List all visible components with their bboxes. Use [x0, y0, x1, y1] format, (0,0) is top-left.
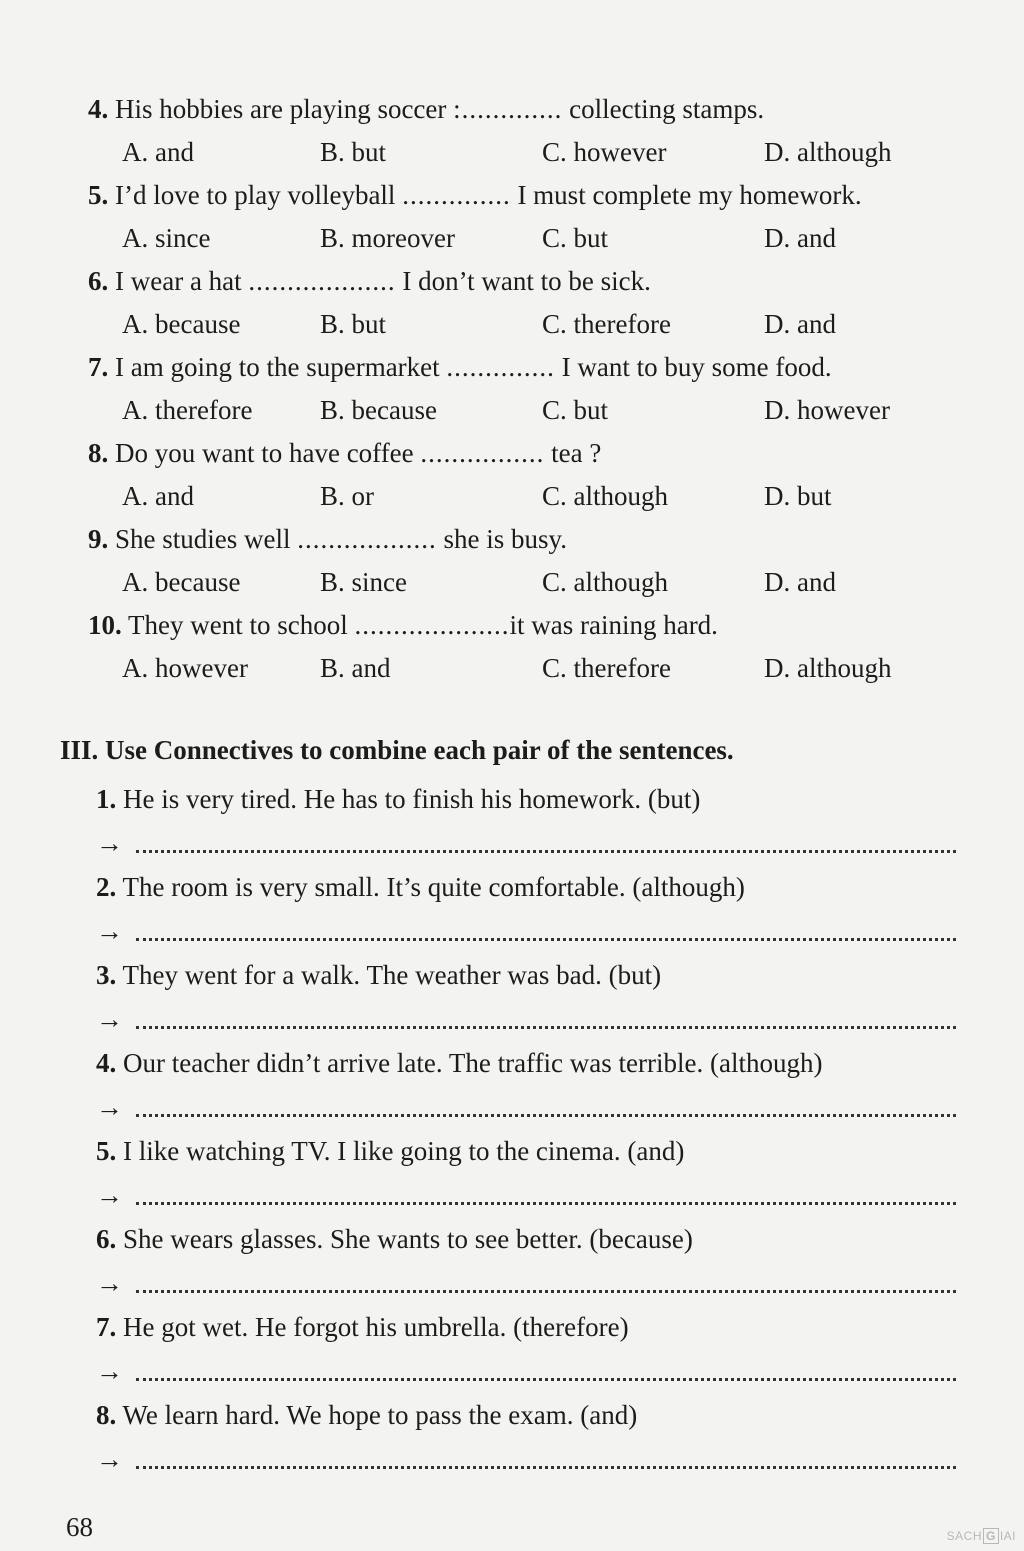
- option-d: D. and: [764, 567, 836, 597]
- question-number: 7.: [88, 352, 109, 382]
- item-number: 8.: [96, 1400, 117, 1430]
- combine-sentence: [96, 954, 966, 996]
- multiple-choice-section: [88, 88, 988, 690]
- question-before: I’d love to play volleyball: [115, 180, 403, 210]
- item-number: 6.: [96, 1224, 117, 1254]
- answer-line[interactable]: [96, 820, 966, 866]
- question-before: His hobbies are playing soccer: [115, 94, 454, 124]
- options-row: [88, 474, 988, 518]
- arrow-icon: →: [96, 1180, 123, 1210]
- answer-line[interactable]: [96, 908, 966, 954]
- options-row: [88, 216, 988, 260]
- question-before: She studies well: [115, 524, 298, 554]
- combine-item-3: [96, 954, 966, 1042]
- watermark-left: SACH: [946, 1529, 982, 1543]
- watermark-mid: G: [983, 1528, 999, 1544]
- option-b: B. or: [320, 481, 374, 511]
- question-text: [88, 346, 988, 388]
- option-d: D. however: [764, 395, 890, 425]
- arrow-icon: →: [96, 1356, 123, 1386]
- answer-blank: ..............: [446, 352, 555, 382]
- options-row: [88, 302, 988, 346]
- question-5: [88, 174, 988, 260]
- question-text: [88, 88, 988, 130]
- question-after: collecting stamps.: [562, 94, 765, 124]
- option-d: D. although: [764, 653, 892, 683]
- option-a: A. and: [122, 481, 194, 511]
- answer-line[interactable]: [96, 1172, 966, 1218]
- option-a: A. however: [122, 653, 248, 683]
- arrow-icon: →: [96, 1268, 123, 1298]
- option-a: A. because: [122, 567, 241, 597]
- combine-sentences-section: [96, 778, 966, 1482]
- question-number: 8.: [88, 438, 109, 468]
- question-before: I am going to the supermarket: [115, 352, 447, 382]
- option-c: C. therefore: [542, 309, 671, 339]
- option-b: B. because: [320, 395, 437, 425]
- item-text: I like watching TV. I like going to the cinema. (and): [123, 1136, 685, 1166]
- item-number: 7.: [96, 1312, 117, 1342]
- question-after: tea ?: [544, 438, 602, 468]
- option-b: B. since: [320, 567, 407, 597]
- item-text: Our teacher didn’t arrive late. The traffic was terrible. (although): [123, 1048, 823, 1078]
- option-c: C. but: [542, 395, 609, 425]
- item-text: The room is very small. It’s quite comfortable. (although): [122, 872, 745, 902]
- option-c: C. but: [542, 223, 609, 253]
- combine-item-7: [96, 1306, 966, 1394]
- answer-blank: ...................: [248, 266, 396, 296]
- question-10: [88, 604, 988, 690]
- answer-blank: :.............: [453, 94, 563, 124]
- item-text: We learn hard. We hope to pass the exam. (and): [122, 1400, 638, 1430]
- question-after: I want to buy some food.: [554, 352, 832, 382]
- question-text: [88, 518, 988, 560]
- option-c: C. although: [542, 567, 668, 597]
- watermark-logo: [947, 1528, 1016, 1544]
- question-number: 5.: [88, 180, 109, 210]
- question-before: They went to school: [128, 610, 355, 640]
- combine-sentence: [96, 1218, 966, 1260]
- option-a: A. because: [122, 309, 241, 339]
- item-text: He is very tired. He has to finish his homework. (but): [123, 784, 701, 814]
- answer-blank: ....................: [354, 610, 510, 640]
- option-b: B. but: [320, 309, 387, 339]
- question-number: 10.: [88, 610, 122, 640]
- item-number: 4.: [96, 1048, 117, 1078]
- options-row: [88, 560, 988, 604]
- question-6: [88, 260, 988, 346]
- question-before: Do you want to have coffee: [115, 438, 421, 468]
- option-a: A. and: [122, 137, 194, 167]
- combine-item-2: [96, 866, 966, 954]
- item-number: 3.: [96, 960, 117, 990]
- answer-blank: ..............: [402, 180, 511, 210]
- combine-sentence: [96, 1306, 966, 1348]
- question-after: I must complete my homework.: [510, 180, 862, 210]
- option-d: D. but: [764, 481, 832, 511]
- item-text: She wears glasses. She wants to see better. (because): [123, 1224, 693, 1254]
- question-text: [88, 174, 988, 216]
- answer-line[interactable]: [96, 1260, 966, 1306]
- dotted-line: [136, 1466, 956, 1469]
- question-after: I don’t want to be sick.: [395, 266, 651, 296]
- dotted-line: [136, 938, 956, 941]
- dotted-line: [136, 1378, 956, 1381]
- question-number: 9.: [88, 524, 109, 554]
- combine-item-1: [96, 778, 966, 866]
- item-text: He got wet. He forgot his umbrella. (therefore): [123, 1312, 629, 1342]
- option-d: D. and: [764, 223, 836, 253]
- item-text: They went for a walk. The weather was bad. (but): [122, 960, 662, 990]
- option-b: B. moreover: [320, 223, 455, 253]
- combine-item-8: [96, 1394, 966, 1482]
- dotted-line: [136, 1202, 956, 1205]
- question-number: 4.: [88, 94, 109, 124]
- question-4: [88, 88, 988, 174]
- answer-line[interactable]: [96, 1348, 966, 1394]
- item-number: 5.: [96, 1136, 117, 1166]
- item-number: 2.: [96, 872, 117, 902]
- arrow-icon: →: [96, 916, 123, 946]
- arrow-icon: →: [96, 1092, 123, 1122]
- combine-sentence: [96, 1130, 966, 1172]
- answer-line[interactable]: [96, 1084, 966, 1130]
- item-number: 1.: [96, 784, 117, 814]
- question-text: [88, 432, 988, 474]
- options-row: [88, 646, 988, 690]
- page-number: 68: [66, 1512, 93, 1542]
- option-a: A. since: [122, 223, 211, 253]
- option-d: D. although: [764, 137, 892, 167]
- combine-sentence: [96, 1394, 966, 1436]
- option-c: C. however: [542, 137, 667, 167]
- combine-item-6: [96, 1218, 966, 1306]
- option-d: D. and: [764, 309, 836, 339]
- answer-line[interactable]: [96, 1436, 966, 1482]
- option-c: C. although: [542, 481, 668, 511]
- option-b: B. and: [320, 653, 391, 683]
- options-row: [88, 388, 988, 432]
- dotted-line: [136, 1114, 956, 1117]
- arrow-icon: →: [96, 1004, 123, 1034]
- options-row: [88, 130, 988, 174]
- question-9: [88, 518, 988, 604]
- dotted-line: [136, 1026, 956, 1029]
- combine-sentence: [96, 778, 966, 820]
- question-text: [88, 260, 988, 302]
- watermark-right: IAI: [999, 1529, 1016, 1543]
- question-after: it was raining hard.: [509, 610, 718, 640]
- question-8: [88, 432, 988, 518]
- combine-sentence: [96, 866, 966, 908]
- answer-line[interactable]: [96, 996, 966, 1042]
- dotted-line: [136, 850, 956, 853]
- question-text: [88, 604, 988, 646]
- question-number: 6.: [88, 266, 109, 296]
- option-a: A. therefore: [122, 395, 253, 425]
- combine-sentence: [96, 1042, 966, 1084]
- answer-blank: ................: [420, 438, 545, 468]
- question-after: she is busy.: [436, 524, 568, 554]
- arrow-icon: →: [96, 1444, 123, 1474]
- answer-blank: ..................: [297, 524, 437, 554]
- option-b: B. but: [320, 137, 387, 167]
- section-title: III. Use Connectives to combine each pair of the sentences.: [60, 735, 734, 765]
- dotted-line: [136, 1290, 956, 1293]
- combine-item-4: [96, 1042, 966, 1130]
- question-7: [88, 346, 988, 432]
- combine-item-5: [96, 1130, 966, 1218]
- option-c: C. therefore: [542, 653, 671, 683]
- question-before: I wear a hat: [115, 266, 249, 296]
- arrow-icon: →: [96, 828, 123, 858]
